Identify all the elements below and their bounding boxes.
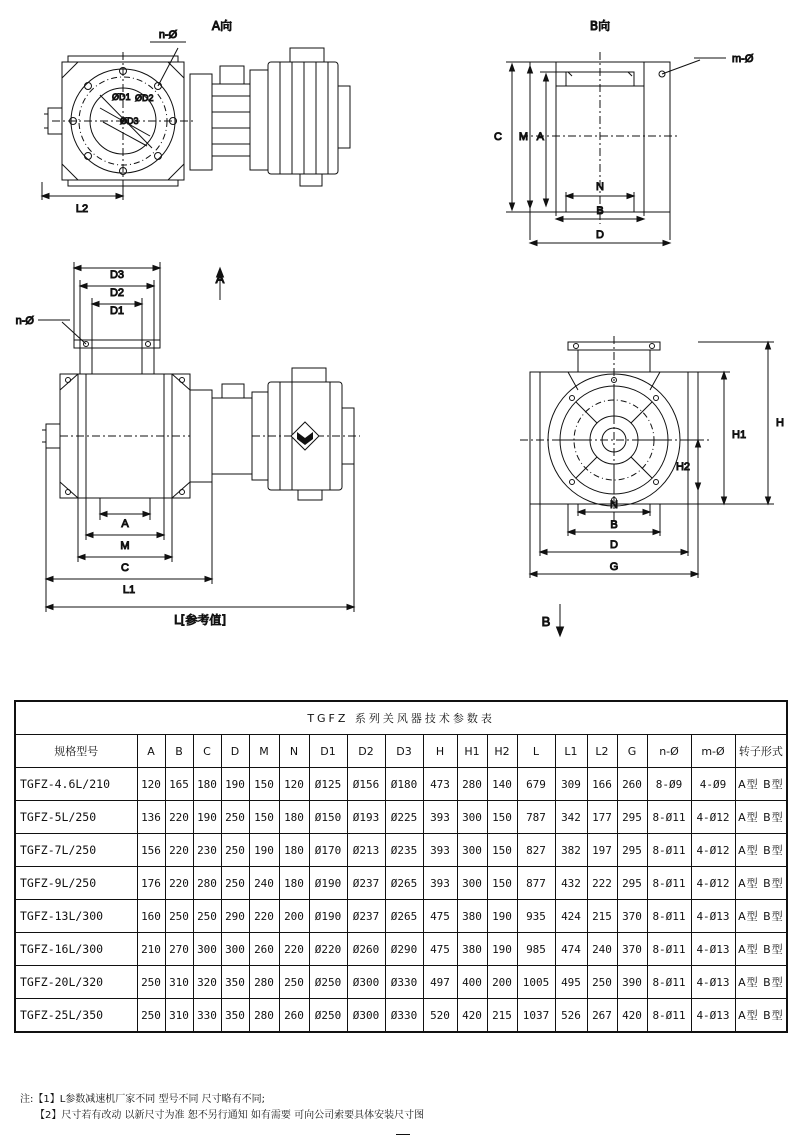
- table-row: [15, 999, 787, 1033]
- b-dim-label-side: B: [610, 519, 618, 531]
- d3-callout: ØD3: [120, 116, 139, 126]
- value-cell: Ø237: [347, 867, 385, 900]
- rotor-type-cell: A型 B型: [735, 933, 787, 966]
- view-a-label: A向: [211, 19, 233, 33]
- value-cell: 497: [423, 966, 457, 999]
- value-cell: 240: [249, 867, 279, 900]
- rotor-type-cell: A型 B型: [735, 900, 787, 933]
- value-cell: Ø250: [309, 966, 347, 999]
- value-cell: 165: [165, 768, 193, 801]
- value-cell: 230: [193, 834, 221, 867]
- l1-dim-label: L1: [122, 584, 136, 596]
- table-header-cell: L1: [555, 735, 587, 768]
- value-cell: Ø220: [309, 933, 347, 966]
- side-section: [520, 336, 774, 636]
- value-cell: Ø265: [385, 867, 423, 900]
- value-cell: 250: [221, 867, 249, 900]
- value-cell: Ø213: [347, 834, 385, 867]
- table-row: [15, 801, 787, 834]
- rotor-type-cell: A型 B型: [735, 867, 787, 900]
- view-b-assembly: [506, 52, 726, 246]
- table-header-cell: m-Ø: [691, 735, 735, 768]
- rotor-type-cell: A型 B型: [735, 999, 787, 1033]
- note-2: 【2】尺寸若有改动 以新尺寸为准 恕不另行通知 如有需要 可向公司索要具体安装尺寸图: [20, 1110, 425, 1121]
- value-cell: 827: [517, 834, 555, 867]
- table-title: TGFZ 系列关风器技术参数表: [15, 701, 787, 735]
- value-cell: 8-Ø11: [647, 933, 691, 966]
- d-dim-label-b: D: [596, 229, 604, 241]
- value-cell: 250: [193, 900, 221, 933]
- table-header-cell: N: [279, 735, 309, 768]
- value-cell: 267: [587, 999, 617, 1033]
- table-header-cell: n-Ø: [647, 735, 691, 768]
- value-cell: Ø235: [385, 834, 423, 867]
- value-cell: 190: [487, 900, 517, 933]
- value-cell: 330: [193, 999, 221, 1033]
- table-header-cell: H2: [487, 735, 517, 768]
- value-cell: 250: [221, 801, 249, 834]
- d3-dim-label: D3: [109, 269, 125, 281]
- table-header-cell: M: [249, 735, 279, 768]
- value-cell: 877: [517, 867, 555, 900]
- l2-dim-label: L2: [75, 203, 89, 215]
- table-header-cell: H: [423, 735, 457, 768]
- value-cell: 393: [423, 867, 457, 900]
- value-cell: 424: [555, 900, 587, 933]
- value-cell: 420: [617, 999, 647, 1033]
- value-cell: 310: [165, 999, 193, 1033]
- value-cell: 150: [249, 768, 279, 801]
- view-a-assembly: [42, 42, 350, 200]
- value-cell: 320: [193, 966, 221, 999]
- table-row: [15, 867, 787, 900]
- value-cell: 140: [487, 768, 517, 801]
- value-cell: 210: [137, 933, 165, 966]
- value-cell: 180: [193, 768, 221, 801]
- value-cell: Ø180: [385, 768, 423, 801]
- value-cell: 295: [617, 801, 647, 834]
- value-cell: Ø193: [347, 801, 385, 834]
- value-cell: Ø290: [385, 933, 423, 966]
- value-cell: 393: [423, 801, 457, 834]
- value-cell: 8-Ø11: [647, 966, 691, 999]
- d2-callout: ØD2: [135, 93, 154, 103]
- value-cell: 679: [517, 768, 555, 801]
- table-header-cell: B: [165, 735, 193, 768]
- value-cell: Ø250: [309, 999, 347, 1033]
- h-dim-label: H: [776, 417, 784, 429]
- value-cell: 250: [165, 900, 193, 933]
- value-cell: 260: [249, 933, 279, 966]
- value-cell: 160: [137, 900, 165, 933]
- value-cell: 1037: [517, 999, 555, 1033]
- value-cell: 215: [587, 900, 617, 933]
- model-cell: TGFZ-7L/250: [15, 834, 137, 867]
- note-1: 注:【1】L参数减速机厂家不同 型号不同 尺寸略有不同;: [20, 1094, 266, 1105]
- table-header-cell: D3: [385, 735, 423, 768]
- model-cell: TGFZ-4.6L/210: [15, 768, 137, 801]
- section-a-mark: A: [215, 271, 225, 286]
- value-cell: 300: [193, 933, 221, 966]
- value-cell: 280: [193, 867, 221, 900]
- value-cell: 370: [617, 933, 647, 966]
- value-cell: 300: [457, 834, 487, 867]
- value-cell: 295: [617, 867, 647, 900]
- value-cell: 270: [165, 933, 193, 966]
- table-row: [15, 768, 787, 801]
- value-cell: 280: [457, 768, 487, 801]
- value-cell: 250: [137, 999, 165, 1033]
- table-header-cell: L2: [587, 735, 617, 768]
- value-cell: 310: [165, 966, 193, 999]
- value-cell: Ø300: [347, 999, 385, 1033]
- value-cell: 8-Ø9: [647, 768, 691, 801]
- value-cell: 8-Ø11: [647, 834, 691, 867]
- section-b-mark: B: [541, 614, 551, 629]
- value-cell: 280: [249, 999, 279, 1033]
- value-cell: 526: [555, 999, 587, 1033]
- value-cell: 250: [587, 966, 617, 999]
- d-dim-label-side: D: [610, 539, 618, 551]
- na-hole-callout-a: n-Ø: [158, 29, 178, 41]
- value-cell: 474: [555, 933, 587, 966]
- value-cell: 935: [517, 900, 555, 933]
- table-row: [15, 834, 787, 867]
- m-dim-label-front: M: [120, 540, 130, 552]
- value-cell: 180: [279, 867, 309, 900]
- value-cell: 380: [457, 933, 487, 966]
- model-cell: TGFZ-9L/250: [15, 867, 137, 900]
- value-cell: 250: [279, 966, 309, 999]
- value-cell: 150: [487, 834, 517, 867]
- value-cell: 220: [249, 900, 279, 933]
- n-hole-callout-front: n-Ø: [15, 315, 34, 327]
- value-cell: 8-Ø11: [647, 867, 691, 900]
- spec-table-wrap: [14, 700, 786, 1033]
- value-cell: 180: [279, 834, 309, 867]
- m-hole-callout: m-Ø: [732, 53, 754, 65]
- front-elevation: [38, 262, 360, 612]
- value-cell: 200: [279, 900, 309, 933]
- table-row: [15, 933, 787, 966]
- value-cell: 150: [249, 801, 279, 834]
- b-dim-label-b: B: [596, 205, 604, 217]
- value-cell: 300: [457, 801, 487, 834]
- h2-dim-label: H2: [675, 461, 690, 473]
- value-cell: 400: [457, 966, 487, 999]
- rotor-type-cell: A型 B型: [735, 834, 787, 867]
- notes-block: [20, 1092, 780, 1124]
- value-cell: 280: [249, 966, 279, 999]
- value-cell: Ø330: [385, 999, 423, 1033]
- value-cell: 150: [487, 801, 517, 834]
- model-cell: TGFZ-5L/250: [15, 801, 137, 834]
- value-cell: 520: [423, 999, 457, 1033]
- value-cell: Ø125: [309, 768, 347, 801]
- value-cell: 220: [279, 933, 309, 966]
- value-cell: 393: [423, 834, 457, 867]
- table-header-row: [15, 735, 787, 768]
- table-header-cell: L: [517, 735, 555, 768]
- value-cell: 4-Ø12: [691, 834, 735, 867]
- value-cell: 240: [587, 933, 617, 966]
- table-header-cell: H1: [457, 735, 487, 768]
- value-cell: 166: [587, 768, 617, 801]
- value-cell: 260: [617, 768, 647, 801]
- value-cell: 290: [221, 900, 249, 933]
- value-cell: 180: [279, 801, 309, 834]
- c-dim-label-b: C: [494, 131, 502, 143]
- h1-dim-label: H1: [732, 429, 747, 441]
- m-dim-label-b: M: [518, 131, 528, 143]
- value-cell: Ø190: [309, 900, 347, 933]
- spec-table: [14, 700, 788, 1033]
- l-ref-dim-label: L[参考值]: [173, 613, 227, 627]
- value-cell: 380: [457, 900, 487, 933]
- value-cell: Ø260: [347, 933, 385, 966]
- value-cell: 4-Ø13: [691, 933, 735, 966]
- model-cell: TGFZ-13L/300: [15, 900, 137, 933]
- value-cell: 432: [555, 867, 587, 900]
- value-cell: 475: [423, 900, 457, 933]
- value-cell: 985: [517, 933, 555, 966]
- value-cell: 8-Ø11: [647, 900, 691, 933]
- value-cell: 190: [221, 768, 249, 801]
- value-cell: Ø330: [385, 966, 423, 999]
- value-cell: 176: [137, 867, 165, 900]
- value-cell: Ø170: [309, 834, 347, 867]
- n-dim-label-b: N: [596, 181, 604, 193]
- value-cell: 390: [617, 966, 647, 999]
- value-cell: 150: [487, 867, 517, 900]
- value-cell: 250: [137, 966, 165, 999]
- value-cell: 420: [457, 999, 487, 1033]
- value-cell: 370: [617, 900, 647, 933]
- rotor-type-cell: A型 B型: [735, 768, 787, 801]
- table-body: [15, 768, 787, 1033]
- g-dim-label-side: G: [609, 561, 619, 573]
- n-dim-label-side: N: [610, 499, 618, 511]
- table-header-cell: G: [617, 735, 647, 768]
- value-cell: Ø150: [309, 801, 347, 834]
- value-cell: 495: [555, 966, 587, 999]
- table-row: [15, 966, 787, 999]
- value-cell: 309: [555, 768, 587, 801]
- value-cell: 200: [487, 966, 517, 999]
- value-cell: 120: [279, 768, 309, 801]
- model-cell: TGFZ-20L/320: [15, 966, 137, 999]
- view-b-label: B向: [589, 19, 611, 33]
- table-header-cell: D: [221, 735, 249, 768]
- value-cell: 190: [487, 933, 517, 966]
- model-cell: TGFZ-25L/350: [15, 999, 137, 1033]
- value-cell: 4-Ø12: [691, 801, 735, 834]
- table-title-row: [15, 701, 787, 735]
- model-cell: TGFZ-16L/300: [15, 933, 137, 966]
- value-cell: Ø225: [385, 801, 423, 834]
- value-cell: 215: [487, 999, 517, 1033]
- table-header-cell: 转子形式: [735, 735, 787, 768]
- table-row: [15, 900, 787, 933]
- value-cell: 222: [587, 867, 617, 900]
- value-cell: 350: [221, 999, 249, 1033]
- value-cell: 4-Ø13: [691, 999, 735, 1033]
- value-cell: 295: [617, 834, 647, 867]
- value-cell: Ø237: [347, 900, 385, 933]
- value-cell: 250: [221, 834, 249, 867]
- value-cell: 190: [193, 801, 221, 834]
- d1-dim-label: D1: [109, 305, 125, 317]
- value-cell: 136: [137, 801, 165, 834]
- value-cell: 220: [165, 834, 193, 867]
- value-cell: 4-Ø9: [691, 768, 735, 801]
- c-dim-label-front: C: [121, 562, 129, 574]
- value-cell: 4-Ø13: [691, 966, 735, 999]
- table-header-cell: D1: [309, 735, 347, 768]
- a-dim-label-b: A: [536, 131, 544, 143]
- value-cell: Ø300: [347, 966, 385, 999]
- rotor-type-cell: A型 B型: [735, 966, 787, 999]
- table-header-cell: A: [137, 735, 165, 768]
- d2-dim-label: D2: [109, 287, 125, 299]
- value-cell: 120: [137, 768, 165, 801]
- d1-callout: ØD1: [112, 92, 131, 102]
- value-cell: 300: [221, 933, 249, 966]
- table-header-cell: C: [193, 735, 221, 768]
- value-cell: 4-Ø13: [691, 900, 735, 933]
- value-cell: 8-Ø11: [647, 801, 691, 834]
- value-cell: 220: [165, 867, 193, 900]
- a-dim-label-front: A: [121, 518, 129, 530]
- value-cell: 4-Ø12: [691, 867, 735, 900]
- value-cell: 220: [165, 801, 193, 834]
- value-cell: 260: [279, 999, 309, 1033]
- value-cell: 475: [423, 933, 457, 966]
- page-mark: [396, 1134, 410, 1135]
- rotor-type-cell: A型 B型: [735, 801, 787, 834]
- value-cell: 342: [555, 801, 587, 834]
- value-cell: 1005: [517, 966, 555, 999]
- value-cell: 177: [587, 801, 617, 834]
- value-cell: Ø190: [309, 867, 347, 900]
- value-cell: 787: [517, 801, 555, 834]
- value-cell: 473: [423, 768, 457, 801]
- value-cell: 382: [555, 834, 587, 867]
- table-header-cell: 规格型号: [15, 735, 137, 768]
- value-cell: 190: [249, 834, 279, 867]
- value-cell: 350: [221, 966, 249, 999]
- value-cell: 300: [457, 867, 487, 900]
- value-cell: Ø156: [347, 768, 385, 801]
- value-cell: Ø265: [385, 900, 423, 933]
- value-cell: 197: [587, 834, 617, 867]
- table-header-cell: D2: [347, 735, 385, 768]
- value-cell: 156: [137, 834, 165, 867]
- value-cell: 8-Ø11: [647, 999, 691, 1033]
